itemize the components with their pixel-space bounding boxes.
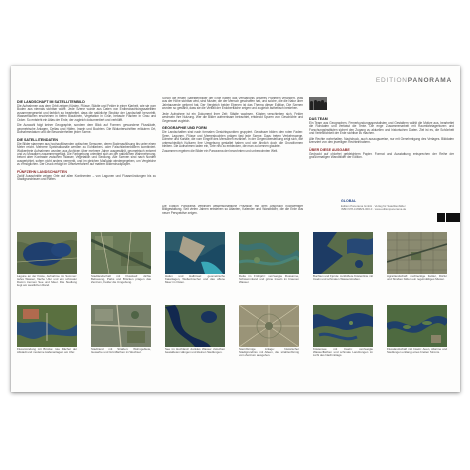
- satellite-photo: [91, 232, 151, 274]
- satellite-photo: [239, 305, 299, 347]
- satellite-photo: [165, 232, 225, 274]
- photo-caption: Agrarlandschaft: rechteckige Felder, Dörfer und Straßen bilden ein regelmäßiges Muster.: [387, 275, 447, 282]
- photo-caption: Lagune an der Küste, Aufnahme im Sommer: tiefes Wasser, flache Ufer und ein schmaler Damm trennen See und Meer. Die Siedlung liegt am westlichen Rand.: [17, 275, 77, 288]
- satellite-photo: [17, 305, 77, 347]
- section-heading: DIE SATELLITENDATEN: [17, 137, 58, 142]
- body-paragraph: Die Landschaften sind nach formalen Gesichtspunkten gruppiert. Gewässer bilden den roten Faden: Seen, Lagunen, Flüsse und Meeresbuchten prägen fast jede Szene. Dazu treten Verkehrswege, Dämme und Kanäle, die vom Eingriff des Menschen erzählen. In der Gegenüberstellung zeigt sich, wie unterschiedlich Kulturen ihre Umgebung gestaltet haben und wie ähnlich doch die Grundformen bleiben. Die Aufnahmen laden ein, Orte neu zu entdecken, die man zu kennen glaubte.: [162, 130, 303, 148]
- satellite-photo: [17, 232, 77, 274]
- section-heading: DAS TEAM: [309, 117, 328, 121]
- photo-caption: Delta im Frühjahr: verzweigte Flussarme, Schwemmland und grüne Inseln im braunen Wasser.: [239, 275, 299, 285]
- brand-prefix: EDITION: [375, 77, 408, 84]
- body-paragraph: Ein Team aus Geographen, Fernerkundungsspezialisten und Gestaltern wählt die Motive aus, bearbeitet die Rohdaten und verfasst die Texte. Die enge Zusammenarbeit mit Raumfahrtagenturen und Forschungsinstituten sichert den Zugang zu aktuellen und historischen Daten. Ziel ist es, die Schönheit und Verletzlichkeit der Erde sichtbar zu machen.: [309, 121, 454, 136]
- satellite-photo: [387, 305, 447, 347]
- photo-caption: Hafen und Halbinsel: geometrische Kaianlagen, Wellenbrecher und das offene Meer im Osten.: [165, 275, 225, 285]
- body-paragraph: Die Aufnahmen aus dem Orbit zeigen Küsten, Flüsse, Städte und Felder in einer Klarheit, wie sie vom Boden aus niemals sichtbar wäre. Jede Szene wurde aus Daten von Erdbeobachtungssatelliten zusammengesetzt und farblich so bearbeitet, dass die natürliche Struktur der Landschaft hervortritt. Wasserflächen erscheinen in tiefen Blautönen, Vegetation in Grün, bebaute Flächen in Grau und Ocker. So entsteht ein Atlas der Erde, der zugleich dokumentiert und verblüfft.: [17, 104, 156, 122]
- section-heading: GEOGRAPHIE UND FORM: [162, 126, 207, 131]
- satellite-photo: [239, 232, 299, 274]
- photo-caption: Stadtrand mit Straßen: Wohngebiete, Gewerbe und Grünflächen im Wechsel.: [91, 348, 151, 355]
- body-paragraph: Jede Aufnahme ist ein Dokument ihrer Zeit: Städte wachsen, Küsten verschieben sich, Felder wechseln ihre Nutzung. Wer die Bilder aufmerksam betrachtet, entdeckt Spuren von Geschichte und Gegenwart zugleich.: [162, 111, 303, 123]
- body-paragraph: Die Bilder stammen aus hochauflösenden optischen Sensoren, deren Bodenauflösung bis unter einen Meter reicht. Mehrere Spektralkanäle werden zu Echtfarben- oder Falschfarbenbildern kombiniert. Wolkenfreie Aufnahmen wurden aus Archiven über mehrere Jahre ausgewählt, geometrisch entzerrt und zu Mosaiken zusammengefügt. Die Farbgebung orientiert sich an der natürlichen Wahrnehmung, betont aber Kontraste zwischen Wasser, Vegetation und Siedlung. Alle Szenen sind nach Norden ausgerichtet, sofern nicht anders vermerkt, und im gleichen Maßstab wiedergegeben, um Vergleiche zu ermöglichen. Der Druck erfolgt im Offsetverfahren auf mattem Bilderdruckpapier.: [17, 141, 156, 167]
- body-paragraph: Die Auswahl folgt keiner Geographie, sondern dem Blick auf Formen: gewundene Flussläufe, geometrische Anlagen, Deltas und Häfen, Inseln und Buchten. Die Bildunterschriften erläutern Ort, Aufnahmedatum und die Besonderheiten jeder Szene.: [17, 123, 156, 135]
- brand-suffix: PANORAMA: [407, 77, 452, 84]
- poster-sheet: [11, 66, 460, 392]
- photo-caption: Flussmündung mit Brücke: rote Dächer der Altstadt und moderne Hafenanlagen am Ufer.: [17, 348, 77, 355]
- photo-caption: Flusslandschaft mit Inseln: Auen, Altarme und Siedlungen entlang eines breiten Stroms.: [387, 348, 447, 355]
- imprint: [341, 205, 441, 211]
- imprint-line-1: Edition Panorama GmbH · Verlag für Satellitenbilder: [341, 204, 406, 208]
- brand-logo: [376, 77, 452, 84]
- satellite-photo: [313, 232, 373, 274]
- body-paragraph: Zusammen ergeben die Bilder ein Panorama der bewohnten und unbewohnten Welt.: [162, 149, 278, 154]
- publisher-logo: GLOBAL: [341, 199, 357, 203]
- barcode: [437, 213, 460, 222]
- photo-caption: Stadtlandschaft mit Flusslauf: dichte Bebauung, Parks und Brücken prägen das Zentrum, Felder die Umgebung.: [91, 275, 151, 285]
- photo-caption: Küstensee mit Inseln: verzweigte Wasserflächen und schmale Landzungen im Licht des Nachmittags.: [313, 348, 373, 358]
- satellite-photo: [91, 305, 151, 347]
- photo-caption: See im Hochland: dunkles Wasser zwischen bewaldeten Hängen und kleinen Siedlungen.: [165, 348, 225, 355]
- satellite-photo: [313, 305, 373, 347]
- imprint-line-2: ISBN 978-3-89823-000-0 · www.editionpanorama.de: [341, 207, 407, 211]
- photo-caption: Buchten und Fjorde: zerklüftete Küstenlinie mit Inseln und schmalen Wasserstraßen.: [313, 275, 373, 282]
- body-paragraph: Die Edition Panorama verbindet wissenschaftliche Präzision mit dem Anspruch hochwertiger Bildgestaltung. Seit vielen Jahren entstehen so Atlanten, Kalender und Wandbilder, die die Erde aus neuer Perspektive zeigen.: [162, 205, 303, 215]
- team-photo: [309, 97, 327, 110]
- text-column-1: [17, 97, 156, 227]
- section-heading: FÜNFZEHN LANDSCHAFTEN: [17, 169, 67, 174]
- body-paragraph: Gedruckt auf chlorfrei gebleichtem Papier. Format und Ausstattung entsprechen der Reihe der großformatigen Wandbilder der Edition.: [309, 151, 454, 160]
- text-column-3: [309, 114, 454, 194]
- satellite-photo: [165, 305, 225, 347]
- body-paragraph: Zwölf Ausschnitte zeigen Orte auf allen Kontinenten – von Lagunen und Flussmündungen bis zu Stadtgrundrissen und Häfen.: [17, 173, 156, 182]
- text-column-2: [162, 97, 303, 201]
- text-column-2b: [162, 205, 303, 229]
- section-heading: DIE LANDSCHAFT IM SATELLITENBILD: [17, 100, 85, 104]
- satellite-photo: [387, 232, 447, 274]
- body-paragraph: Alle Rechte vorbehalten. Nachdruck, auch auszugsweise, nur mit Genehmigung des Verlages. Bilddaten lizenziert von den jeweiligen Rechteinhabern.: [309, 136, 454, 145]
- photo-caption: Sternförmige Anlage: historischer Stadtgrundriss mit Alleen, die strahlenförmig vom Zentrum ausgehen.: [239, 348, 299, 358]
- section-heading: ÜBER DIESE AUSGABE: [309, 147, 350, 152]
- body-paragraph: Schon die ersten Satellitenbilder der Erde haben das Verständnis unseres Planeten verändert. Was aus der Höhe sichtbar wird, sind Muster, die der Mensch geschaffen hat, und solche, die die Natur über Jahrtausende geformt hat. Der Vergleich beider Ebenen ist das Thema dieser Edition. Die Szenen wurden so gewählt, dass sie die Vielfalt der Erdoberfläche zeigen und zugleich ästhetisch bestehen.: [162, 97, 303, 111]
